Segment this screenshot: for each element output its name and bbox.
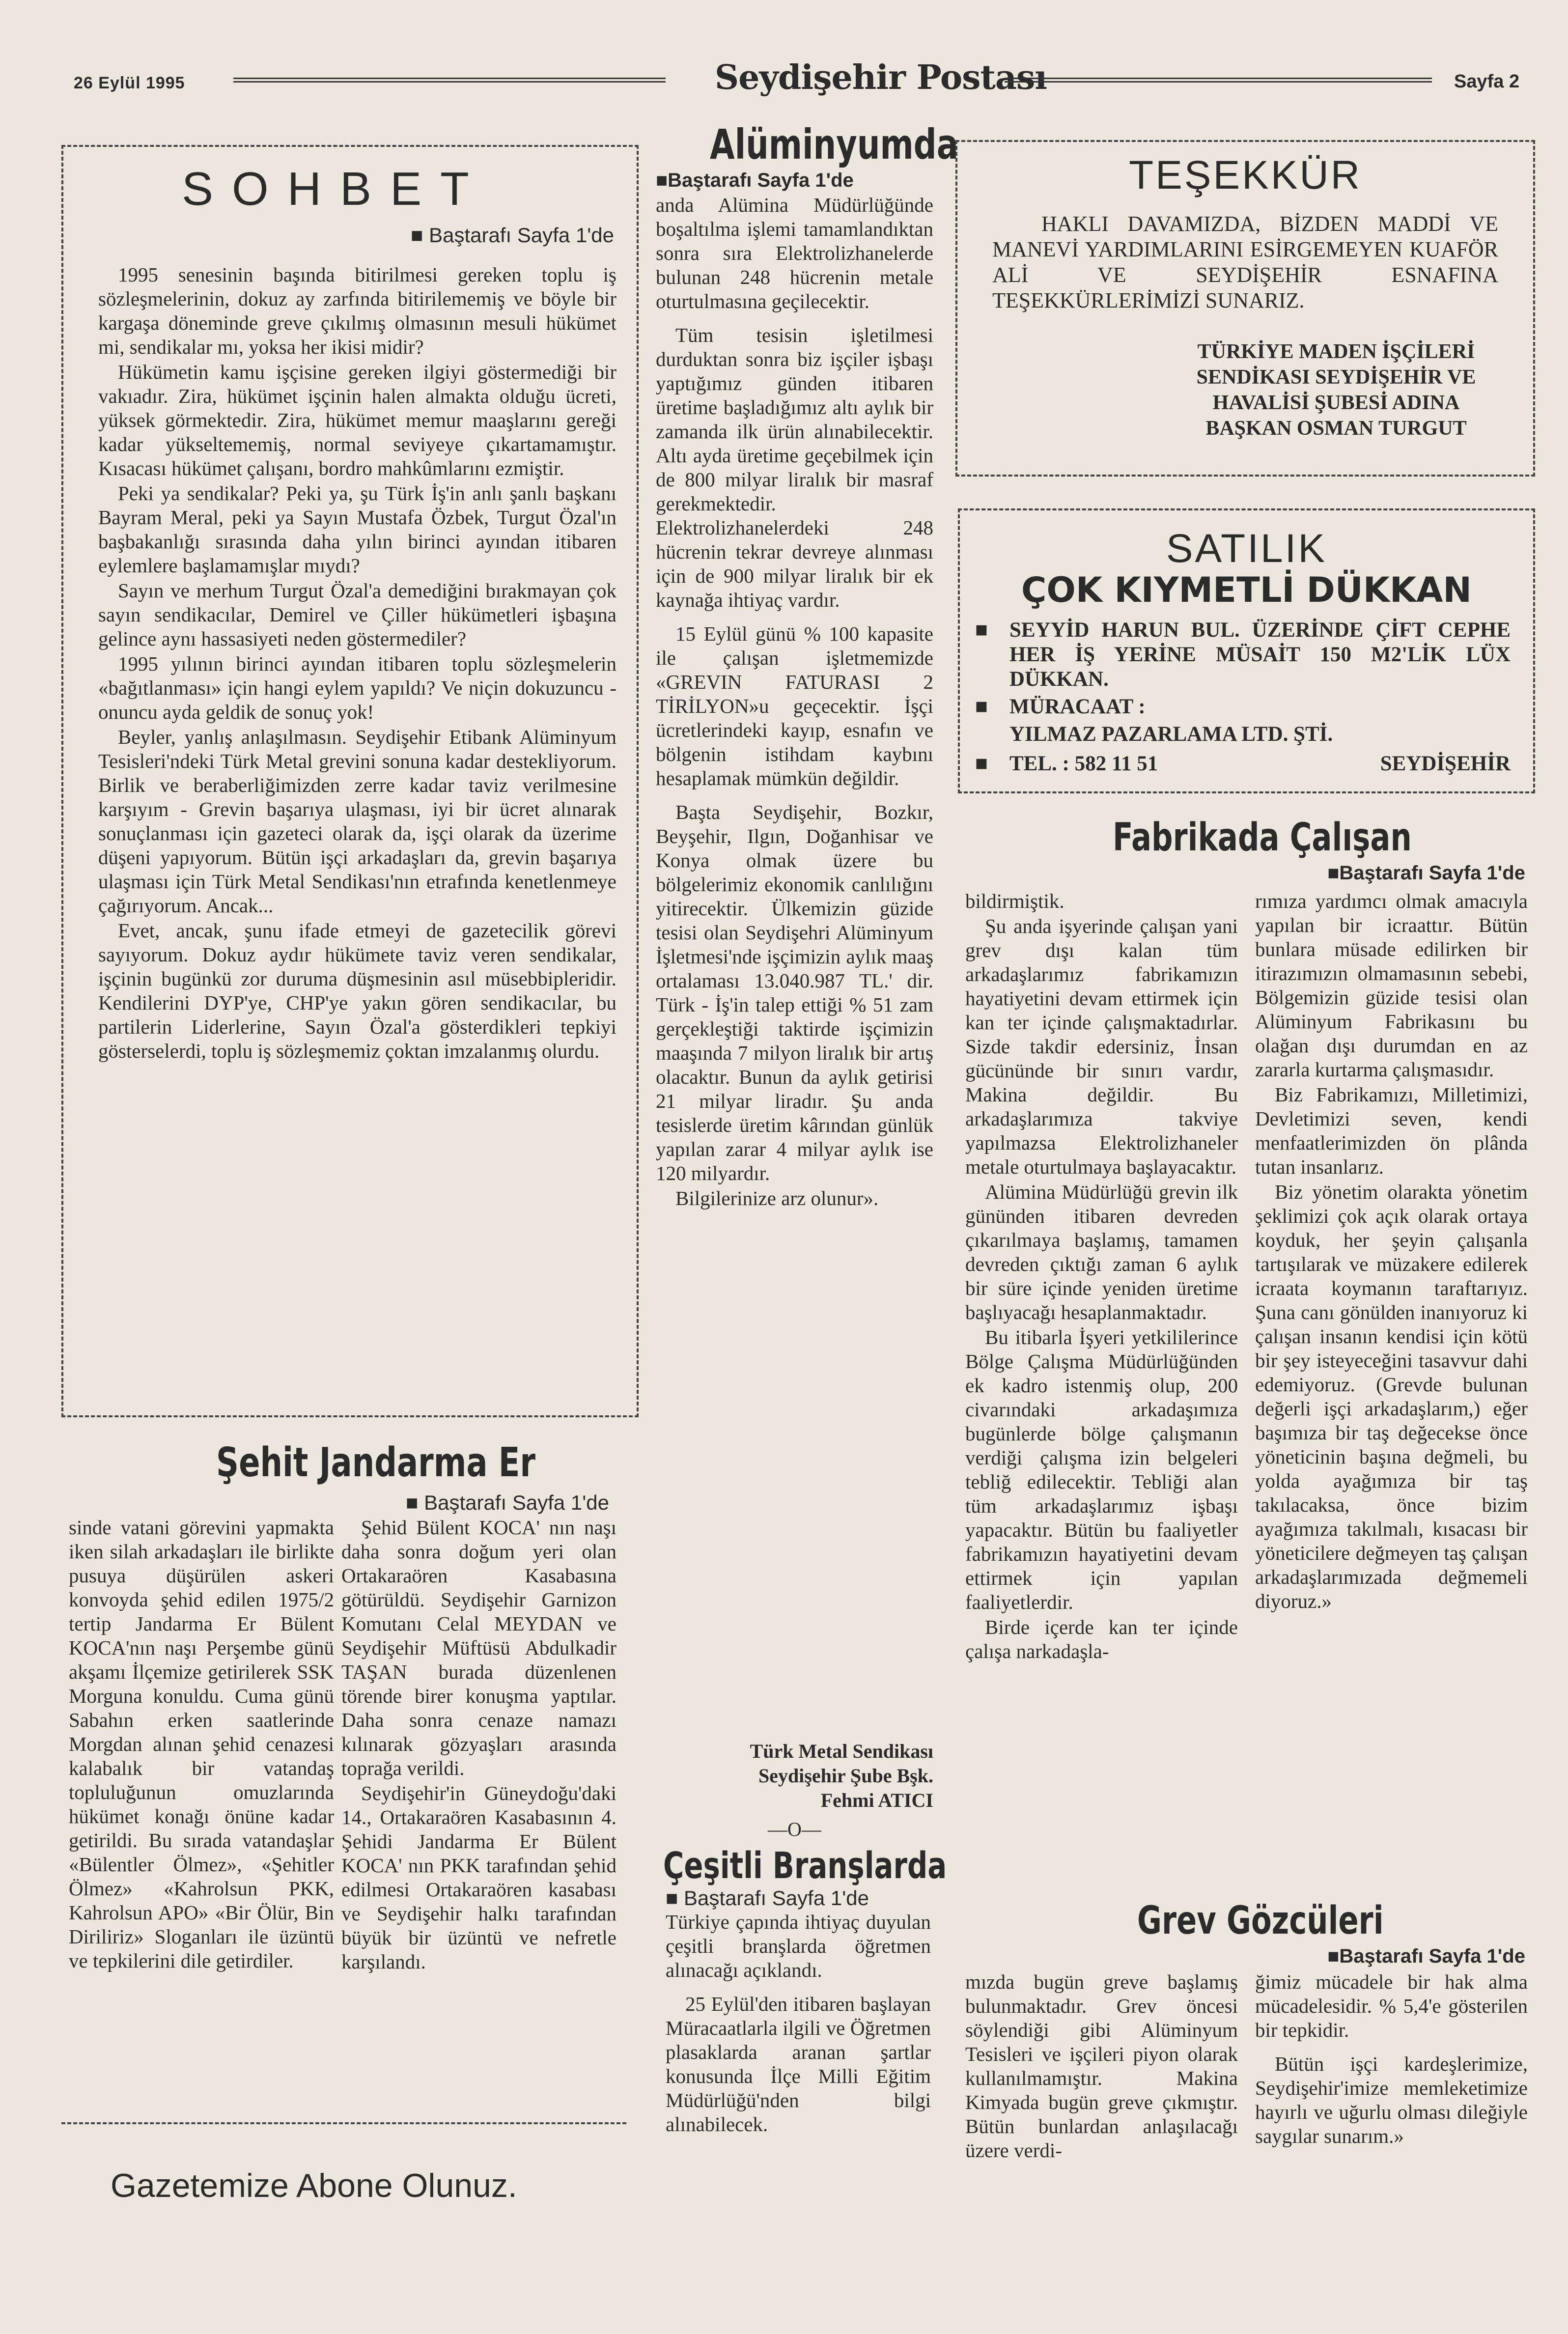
aluminyum-paragraph: anda Alümina Müdürlüğünde boşaltılma işlemi tamamlandıktan sonra sıra Elektrolizhanelerde bulunan 248 hücrenin metale oturtulmasına geçilecektir. — [656, 194, 933, 312]
satilik-line: YILMAZ PAZARLAMA LTD. ŞTİ. — [1009, 723, 1333, 746]
sohbet-title: SOHBET — [182, 163, 488, 215]
cesitli-paragraph: 25 Eylül'den itibaren başlayan Müracaatlarla ilgili ve Öğretmen plasaklarda aranan şartlar konusunda İlçe Milli Eğitim Müdürlüğü'nden bilgi alınabilecek. — [666, 1993, 931, 2136]
fabrika-continued: ■Baştarafı Sayfa 1'de — [1327, 862, 1525, 884]
signature-line: TÜRKİYE MADEN İŞÇİLERİ — [1197, 340, 1475, 363]
signature-line: HAVALİSİ ŞUBESİ ADINA — [1212, 392, 1460, 414]
article-separator: —O— — [768, 1818, 821, 1840]
sohbet-paragraph: Beyler, yanlış anlaşılmasın. Seydişehir Etibank Alüminyum Tesisleri'ndeki Türk Metal grevini sonuna kadar destekliyorum. Birlik ve beraberliğimizden zerre kadar taviz verilmesine karşıyım - Grevin başarıya ulaşması, iyi bir ücret alınarak sonuçlanması için gazeteci olarak da, işçi olarak da üzerime düşeni yapıyorum. Bütün işçi arkadaşları da, grevin başarıya ulaşması için Türk Metal Sendikası'nın etrafında kenetlenmeye çağırıyorum. Ancak... — [98, 726, 616, 917]
grev-continued: ■Baştarafı Sayfa 1'de — [1327, 1945, 1525, 1967]
satilik-details — [975, 618, 1511, 776]
cesitli-paragraph: Türkiye çapında ihtiyaç duyulan çeşitli branşlarda öğretmen alınacağı açıklandı. — [666, 1911, 931, 1981]
subscribe-notice: Gazetemize Abone Olunuz. — [111, 2167, 517, 2204]
fabrika-paragraph: rımıza yardımcı olmak amacıyla yapılan bir icraattır. Bütün bunlara müsade edilirken bir itirazımızın olmamasının sebebi, Bölgemizin güzide tesisi olan Alüminyum Fabrikasını bu olağan dışı durumdan en az zararla kurtarma çalışmasıdır. — [1255, 890, 1528, 1081]
sohbet-paragraph: Sayın ve merhum Turgut Özal'a demediğini bırakmayan çok sayın sendikacılar, Demirel ve Çiller hükümetleri işbaşına gelince aynı hassasiyeti neden göstermediler? — [98, 579, 616, 650]
header-rule-left — [233, 78, 666, 83]
tesekkur-title: TEŞEKKÜR — [1129, 153, 1362, 197]
sehit-paragraph: sinde vatani görevini yapmakta iken silah arkadaşları ile birlikte pusuya düşürülen askeri konvoyda şehid edilen 1975/2 tertip Jandarma Er Bülent KOCA'nın naşı Perşembe günü akşamı İlçemize getirilerek SSK Morguna konuldu. Cuma günü Sabahın erken saatlerinde Morgdan alınan şehid cenazesi kalabalık bir vatandaş topluluğunun omuzlarında hükümet konağı önüne kadar getirildi. Bu sırada vatandaşlar «Bülentler Ölmez», «Şehitler Ölmez» «Kahrolsun PKK, Kahrolsun APO» «Bir Ölür, Bin Diriliriz» Sloganları ile üzüntü ve tepkilerini dile getirdiler. — [69, 1516, 334, 1972]
aluminyum-paragraph: Başta Seydişehir, Bozkır, Beyşehir, Ilgın, Doğanhisar ve Konya olmak üzere bu bölgelerimiz ekonomik canlılığını yitirecektir. Ülkemizin güzide tesisi olan Seydişehri Alüminyum İşletmesi'nde işçimizin aylık maaş ortalaması 13.040.987 TL.' dir. Türk - İş'in talep ettiği % 51 zam gerçekleştiği taktirde işçimizin maaşında 7 milyon liralık bir artış olacaktır. Bunun da aylık getirisi 21 milyar liradır. Şu anda tesislerde üretim kârından günlük yapılan zarar 4 milyar aylık ise 120 milyardır. — [656, 801, 933, 1184]
aluminyum-paragraph: 15 Eylül günü % 100 kapasite ile çalışan işletmemizde «GREVIN FATURASI 2 TİRİLYON»u geçecektir. İşçi ücretlerindeki kayıp, esnafın ve bölgenin istihdam kaybını hesaplamak mümkün değildir. — [656, 622, 933, 789]
sohbet-paragraph: Hükümetin kamu işçisine gereken ilgiyi göstermediği bir vakıadır. Zira, hükümet işçinin halen almakta olduğu ücreti, yüksek görmektedir. Zira, hükümet memur maaşlarını gereği kadar yükseltememiş, normal seviyeye çıkartamamıştır. Kısacası hükümet çalışanı, bordro mahkûmlarını ezmiştir. — [98, 361, 616, 479]
sehit-col1 — [69, 1516, 334, 1974]
tesekkur-signature — [1149, 339, 1523, 441]
fabrika-col2 — [1255, 889, 1528, 1614]
sohbet-paragraph: 1995 senesinin başında bitirilmesi gereken toplu iş sözleşmelerinin, dokuz ay zarfında bitirilememiş ve böyle bir kargaşa döneminde greve çıkılmış olmasının mesuli hükümet mi, sendikalar mı, yoksa her ikisi midir? — [98, 263, 616, 358]
bullet-icon: ■ — [975, 619, 988, 642]
grev-paragraph: ğimiz mücadele bir hak alma mücadelesidir. % 5,4'e gösterilen bir tepkidir. — [1255, 1970, 1528, 2041]
aluminyum-signature — [656, 1739, 933, 1813]
sehit-col2 — [341, 1516, 616, 1975]
issue-date: 26 Eylül 1995 — [74, 74, 185, 92]
fabrika-paragraph: Bu itibarla İşyeri yetkililerince Bölge Çalışma Müdürlüğünden ek kadro istenmiş olup, 200 civarındaki arkadaşımıza bugünlerde bölge çalışmanın verdiği çalışma izin belgeleri tebliğ edilecektir. Tebliği alan tüm arkadaşlarımız işbaşı yapacaktır. Bütün bu faaliyetler fabrikamızın hayatiyetini devam ettirmek için yapılan faaliyetlerdir. — [965, 1326, 1238, 1613]
bullet-icon: ■ — [975, 752, 988, 775]
satilik-title: SATILIK — [1166, 526, 1327, 571]
header-rule-right — [1005, 78, 1432, 83]
aluminyum-continued: ■Baştarafı Sayfa 1'de — [656, 169, 854, 191]
grev-col2 — [1255, 1970, 1528, 2149]
aluminyum-body — [656, 193, 933, 1211]
sehit-paragraph: Şehid Bülent KOCA' nın naşı daha sonra doğum yeri olan Ortakaraören Kasabasına götürüldü. Seydişehir Garnizon Komutanı Celal MEYDAN ve Seydişehir Müftüsü Abdulkadir TAŞAN burada düzenlenen törende birer konuşma yaptılar. Daha sonra cenaze namazı kılınarak gözyaşları arasında toprağa verildi. — [341, 1516, 616, 1779]
fabrika-paragraph: Biz yönetim olarakta yönetim şeklimizi çok açık olarak ortaya koyduk, her şeyin çalışanla tartışılarak ve müzakere edilerek icraata koymanın taraftarıyız. Şuna canı gönülden inanıyoruz ki çalışan insanın kendisi için kötü bir şey isteyeceğini tasavvur dahi edemiyoruz. (Grevde bulunan değerli işçi arkadaşlarım,) eğer başımıza bir taş değecekse önce yöneticinin başına değmeli, bu yolda ayağımıza bir taş takılacaksa, önce bizim ayağımıza takılmalı, kısacası bir yöneticilere değmeyen taş çalışan arkadaşlarımızada değmemeli diyoruz.» — [1255, 1181, 1528, 1612]
grev-paragraph: Bütün işçi kardeşlerimize, Seydişehir'imize memleketimize hayırlı ve uğurlu olması dileğiyle saygılar sunarım.» — [1255, 2053, 1528, 2147]
aluminyum-paragraph: Bilgilerinize arz olunur». — [675, 1187, 879, 1209]
sehit-paragraph: Seydişehir'in Güneydoğu'daki 14., Ortakaraören Kasabasının 4. Şehidi Jandarma Er Bülent KOCA' nın PKK tarafından şehid edilmesi Ortakaraören kasabası ve Seydişehir halkı tarafından büyük bir üzüntü ve nefretle karşılandı. — [341, 1782, 616, 1973]
grev-paragraph: mızda bugün greve başlamış bulunmaktadır. Grev öncesi söylendiği gibi Alüminyum Tesisleri ve işçileri piyon olarak kullanılmamıştır. Makina Kimyada bugün greve çıkmıştır. Bütün bunlardan anlaşılacağı üzere verdi- — [965, 1970, 1238, 2162]
sohbet-paragraph: 1995 yılının birinci ayından itibaren toplu sözleşmelerin «bağıtlanması» için hangi eylem yapıldı? Ve niçin dokuzuncu - onuncu ayda geldik de sonuç yok! — [98, 652, 616, 723]
satilik-phone: TEL. : 582 11 51 — [1009, 752, 1158, 775]
fabrika-paragraph: Alümina Müdürlüğü grevin ilk gününden itibaren devreden çıkarılmaya başlamış, tamamen devreden çıktığı zaman 6 aylık bir süre içinde yeniden üretime başlıyacağı hesaplanmaktadır. — [965, 1181, 1238, 1323]
grev-col1 — [965, 1970, 1238, 2164]
sehit-continued: ■ Baştarafı Sayfa 1'de — [406, 1491, 609, 1514]
signature-line: Seydişehir Şube Bşk. — [758, 1765, 933, 1787]
tesekkur-body: HAKLI DAVAMIZDA, BİZDEN MADDİ VE MANEVİ YARDIMLARINI ESİRGEMEYEN KUAFÖR ALİ VE SEYDİŞEHİR ESNAFINA TEŞEKKÜRLERİMİZİ SUNARIZ. — [992, 212, 1498, 312]
cesitli-continued: ■ Baştarafı Sayfa 1'de — [666, 1886, 869, 1910]
fabrika-headline: Fabrikada Çalışan — [1113, 815, 1412, 860]
sohbet-body — [98, 263, 616, 1064]
sehit-headline: Şehit Jandarma Er — [216, 1439, 536, 1486]
satilik-subtitle: ÇOK KIYMETLİ DÜKKAN — [1021, 570, 1472, 610]
fabrika-paragraph: bildirmiştik. — [965, 890, 1064, 912]
cesitli-body — [666, 1910, 931, 2137]
masthead: Seydişehir Postası — [715, 58, 1047, 97]
fabrika-col1 — [965, 889, 1238, 1664]
sohbet-continued: ■ Baştarafı Sayfa 1'de — [411, 224, 614, 247]
satilik-line: SEYYİD HARUN BUL. ÜZERİNDE ÇİFT CEPHE HER İŞ YERİNE MÜSAİT 150 M2'LİK LÜX DÜKKAN. — [1009, 619, 1511, 691]
sehit-bottom-rule — [61, 2122, 626, 2124]
signature-line: Fehmi ATICI — [820, 1789, 933, 1811]
fabrika-paragraph: Birde içerde kan ter içinde çalışa narkadaşla- — [965, 1616, 1238, 1662]
sohbet-paragraph: Peki ya sendikalar? Peki ya, şu Türk İş'in anlı şanlı başkanı Bayram Meral, peki ya Sayın Mustafa Özbek, Turgut Özal'ın başbakanlığı sırasında daha yılın birinci ayından itibaren eylemlere başlamamışlar mıydı? — [98, 482, 616, 577]
bullet-icon: ■ — [975, 695, 988, 718]
grev-headline: Grev Gözcüleri — [1137, 1899, 1384, 1943]
fabrika-paragraph: Şu anda işyerinde çalışan yani grev dışı kalan tüm arkadaşlarımız fabrikamızın hayatiyetini devam ettirmek için kan ter içinde çalışmaktadırlar. Sizde takdir edersiniz, İnsan gücününde bir sınırı vardır, Makina değildir. Bu arkadaşlarımıza takviye yapılmazsa Elektrolizhaneler metale oturtulmaya başlayacaktır. — [965, 915, 1238, 1178]
signature-line: Türk Metal Sendikası — [750, 1740, 933, 1762]
sohbet-paragraph: Evet, ancak, şunu ifade etmeyi de gazetecilik görevi sayıyorum. Dokuz aydır hükümete taviz veren sendikalar, işçinin bugünkü zor duruma düşmesinin asıl müsebbipleridir. Kendilerini DYP'ye, CHP'ye yakın gören sendikacılar, bu partilerin Liderlerine, Sayın Özal'a gösterdikleri tepkiyi gösterselerdi, toplu iş sözleşmemiz çoktan imzalanmış olurdu. — [98, 919, 616, 1062]
aluminyum-paragraph: Tüm tesisin işletilmesi durduktan sonra biz işçiler işbaşı yaptığımız günden itibaren üretime başladığımız altı aylık bir zamanda ilk ürün alınabilecektir. Altı ayda üretime geçebilmek için de 800 milyar liralık bir masraf gerekmektedir. Elektrolizhanelerdeki 248 hücrenin tekrar devreye alınması için de 900 milyar liralık bir ek kaynağa ihtiyaç vardır. — [656, 324, 933, 611]
aluminyum-headline: Alüminyumda — [710, 120, 958, 169]
cesitli-headline: Çeşitli Branşlarda — [663, 1845, 947, 1887]
page-number: Sayfa 2 — [1454, 71, 1520, 92]
satilik-line: MÜRACAAT : — [1009, 695, 1146, 718]
signature-line: BAŞKAN OSMAN TURGUT — [1205, 417, 1467, 440]
fabrika-paragraph: Biz Fabrikamızı, Milletimizi, Devletimizi seven, kendi menfaatlerimizden ön plânda tutan insanlarız. — [1255, 1083, 1528, 1178]
satilik-place: SEYDİŞEHİR — [1380, 752, 1511, 775]
signature-line: SENDİKASI SEYDİŞEHİR VE — [1196, 366, 1476, 389]
